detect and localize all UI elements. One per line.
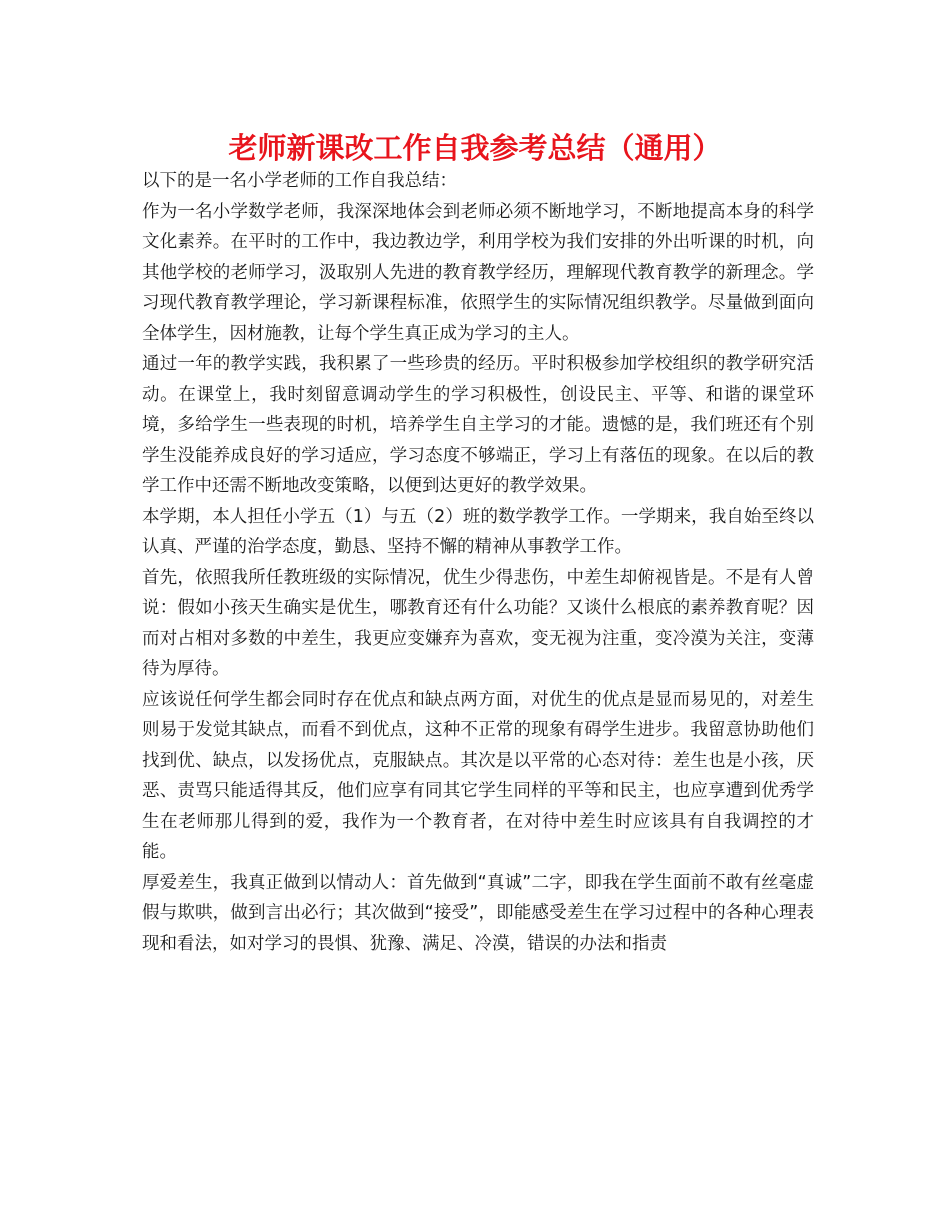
paragraph-5: 应该说任何学生都会同时存在优点和缺点两方面，对优生的优点是显而易见的，对差生则易于发觉其缺点，而看不到优点，这种不正常的现象有碍学生进步。我留意协助他们找到优、缺点，以发扬优点，克服缺点。其次是以平常的心态对待：差生也是小孩，厌恶、责骂只能适得其反，他们应享有同其它学生同样的平等和民主，也应享遭到优秀学生在老师那儿得到的爱，我作为一个教育者，在对待中差生时应该具有自我调控的才能。: [142, 689, 814, 862]
paragraph-intro: 以下的是一名小学老师的工作自我总结：: [142, 171, 457, 191]
paragraph-4: 首先，依照我所任教班级的实际情况，优生少得悲伤，中差生却俯视皆是。不是有人曾说：假如小孩天生确实是优生，哪教育还有什么功能？又谈什么根底的素养教育呢？因而对占相对多数的中差生，我更应变嫌弃为喜欢，变无视为注重，变冷漠为关注，变薄待为厚待。: [142, 567, 814, 679]
document-body: [142, 166, 814, 959]
paragraph-3: 本学期，本人担任小学五（1）与五（2）班的数学教学工作。一学期来，我自始至终以认真、严谨的治学态度，勤恳、坚持不懈的精神从事教学工作。: [142, 506, 814, 557]
paragraph-1: 作为一名小学数学老师，我深深地体会到老师必须不断地学习，不断地提高本身的科学文化素养。在平时的工作中，我边教边学，利用学校为我们安排的外出听课的时机，向其他学校的老师学习，汲取别人先进的教育教学经历，理解现代教育教学的新理念。学习现代教育教学理论，学习新课程标准，依照学生的实际情况组织教学。尽量做到面向全体学生，因材施教，让每个学生真正成为学习的主人。: [142, 201, 814, 344]
document-title: 老师新课改工作自我参考总结（通用）: [228, 131, 722, 165]
paragraph-6: 厚爱差生，我真正做到以情动人：首先做到“真诚”二字，即我在学生面前不敢有丝毫虚假与欺哄，做到言出必行；其次做到“接受”，即能感受差生在学习过程中的各种心理表现和看法，如对学习的畏惧、犹豫、满足、冷漠，错误的办法和指责: [142, 872, 814, 954]
paragraph-2: 通过一年的教学实践，我积累了一些珍贵的经历。平时积极参加学校组织的教学研究活动。在课堂上，我时刻留意调动学生的学习积极性，创设民主、平等、和谐的课堂环境，多给学生一些表现的时机，培养学生自主学习的才能。遗憾的是，我们班还有个别学生没能养成良好的学习适应，学习态度不够端正，学习上有落伍的现象。在以后的教学工作中还需不断地改变策略，以便到达更好的教学效果。: [142, 354, 814, 496]
